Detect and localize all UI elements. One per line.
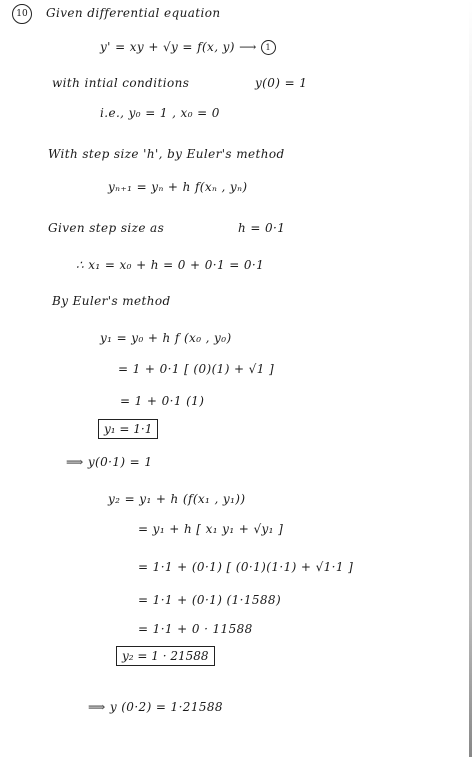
y1-formula: y₁ = y₀ + h f (x₀ , y₀) — [100, 331, 232, 345]
euler-intro-line: With step size 'h', by Euler's method — [48, 147, 285, 161]
euler-method-heading: By Euler's method — [52, 294, 171, 308]
y2-expanded: = y₁ + h [ x₁ y₁ + √y₁ ] — [138, 522, 284, 536]
equation-ref-badge: 1 — [261, 40, 276, 55]
ode-line — [100, 40, 276, 55]
final-answer-line: ⟹ y (0·2) = 1·21588 — [88, 700, 223, 714]
page-edge-shadow — [469, 0, 472, 757]
y2-result-box: y₂ = 1 · 21588 — [116, 646, 215, 666]
y1-result-box: y₁ = 1·1 — [98, 419, 158, 439]
intro-line: Given differential equation — [46, 6, 221, 20]
euler-formula: yₙ₊₁ = yₙ + h f(xₙ , yₙ) — [108, 180, 248, 194]
initial-values-line: i.e., y₀ = 1 , x₀ = 0 — [100, 106, 220, 120]
initial-condition-value: y(0) = 1 — [255, 76, 308, 90]
y1-simplification: = 1 + 0·1 (1) — [120, 394, 205, 408]
step-size-label: Given step size as — [48, 221, 165, 235]
x1-computation: ∴ x₁ = x₀ + h = 0 + 0·1 = 0·1 — [76, 258, 265, 272]
y2-sum: = 1·1 + 0 · 11588 — [138, 622, 253, 636]
y2-formula: y₂ = y₁ + h (f(x₁ , y₁)) — [108, 492, 246, 506]
y2-substitution: = 1·1 + (0·1) [ (0·1)(1·1) + √1·1 ] — [138, 560, 354, 574]
y2-partial: = 1·1 + (0·1) (1·1588) — [138, 593, 282, 607]
question-number-badge: 10 — [12, 4, 32, 24]
y1-substitution: = 1 + 0·1 [ (0)(1) + √1 ] — [118, 362, 275, 376]
step-size-value: h = 0·1 — [238, 221, 286, 235]
initial-conditions-label: with intial conditions — [52, 76, 190, 90]
y-at-0-1-line: ⟹ y(0·1) = 1 — [66, 455, 153, 469]
ode-equation: y' = xy + √y = f(x, y) ⟶ — [100, 40, 257, 54]
